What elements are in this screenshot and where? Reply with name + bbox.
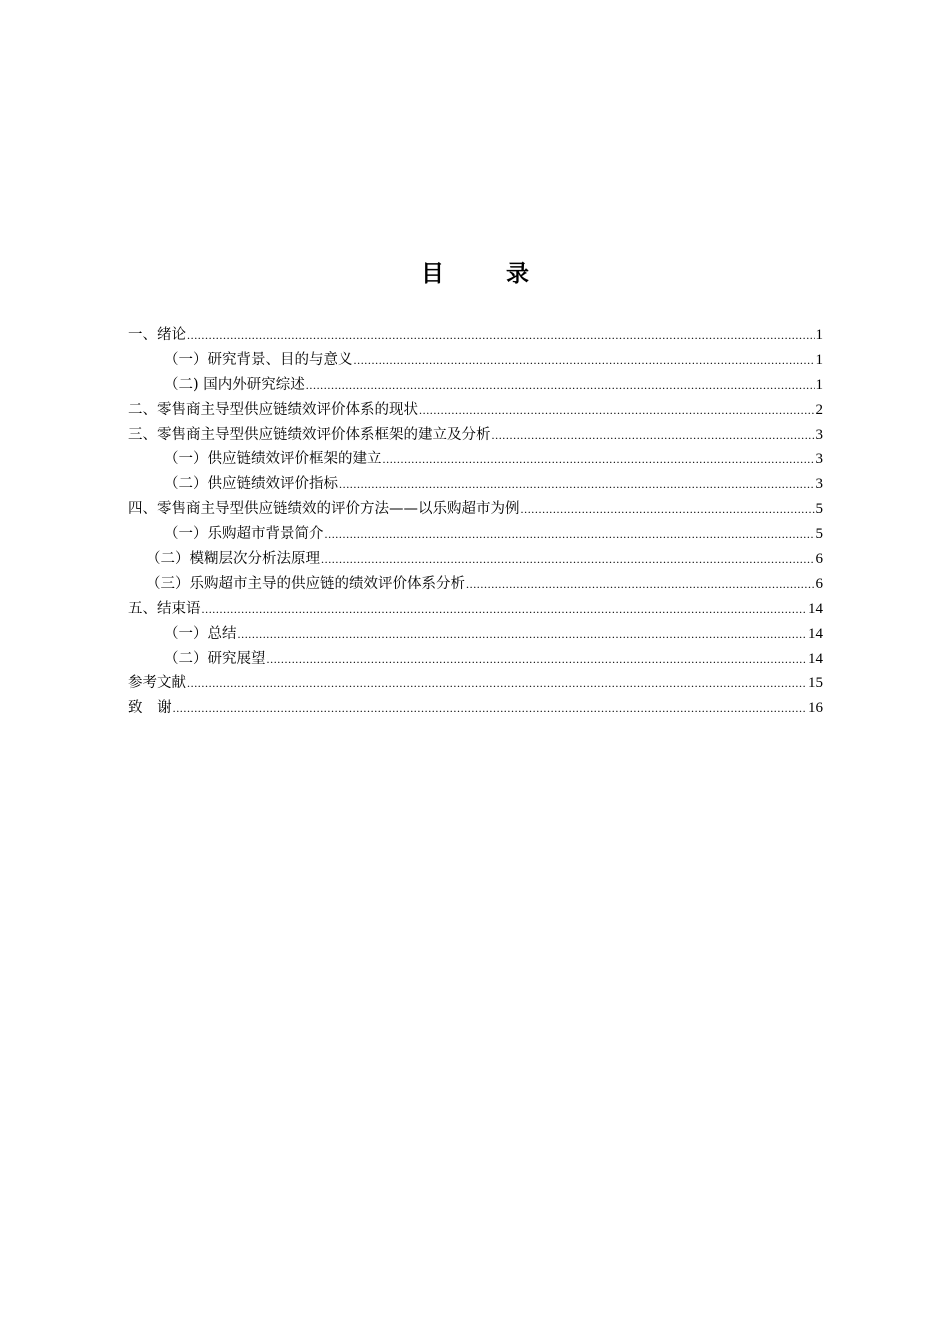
toc-entry-label: （一）供应链绩效评价框架的建立: [164, 451, 382, 468]
toc-entry-label: 四、零售商主导型供应链绩效的评价方法——以乐购超市为例: [128, 501, 520, 518]
toc-entry-label: 一、绪论: [128, 327, 186, 343]
toc-entry-page: 3: [815, 476, 823, 493]
toc-dot-leader: [187, 323, 815, 348]
toc-entry-page: 3: [815, 451, 823, 468]
toc-entry-label: 五、结束语: [128, 600, 201, 617]
toc-entry-label: 三、零售商主导型供应链绩效评价体系框架的建立及分析: [128, 426, 491, 443]
toc-entry[interactable]: [128, 323, 823, 348]
toc-entry-label: （一）乐购超市背景简介: [164, 526, 324, 543]
toc-entry-label: 参考文献: [128, 675, 186, 692]
toc-entry[interactable]: [128, 671, 823, 696]
toc-dot-leader: [419, 398, 815, 423]
toc-entry-page: 16: [808, 700, 823, 717]
toc-entry[interactable]: [128, 348, 823, 373]
toc-entry-page: 1: [815, 327, 823, 343]
toc-entry-label: （二）研究展望: [164, 650, 266, 667]
toc-dot-leader: [267, 647, 808, 672]
toc-entry[interactable]: [128, 696, 823, 721]
toc-dot-leader: [325, 522, 815, 547]
toc-entry-label: （一）总结: [164, 625, 237, 642]
toc-entry[interactable]: [128, 423, 823, 448]
toc-dot-leader: [202, 597, 808, 622]
table-of-contents: [128, 323, 823, 721]
toc-entry-label: （一）研究背景、目的与意义: [164, 351, 353, 368]
toc-entry-page: 14: [808, 625, 823, 642]
toc-entry[interactable]: [128, 522, 823, 547]
toc-entry-page: 5: [815, 501, 823, 518]
toc-entry[interactable]: [128, 447, 823, 472]
toc-entry[interactable]: [128, 622, 823, 647]
toc-entry[interactable]: [128, 572, 823, 597]
toc-entry-page: 1: [815, 376, 823, 393]
toc-dot-leader: [321, 547, 815, 572]
toc-entry-page: 1: [815, 351, 823, 368]
toc-entry-page: 5: [815, 526, 823, 543]
toc-entry-page: 14: [808, 650, 823, 667]
toc-entry-label: （三）乐购超市主导的供应链的绩效评价体系分析: [146, 575, 465, 592]
toc-entry[interactable]: [128, 398, 823, 423]
toc-entry-page: 3: [815, 426, 823, 443]
toc-entry[interactable]: [128, 547, 823, 572]
toc-dot-leader: [466, 572, 815, 597]
toc-dot-leader: [339, 472, 815, 497]
toc-dot-leader: [383, 447, 815, 472]
toc-dot-leader: [187, 671, 807, 696]
toc-entry[interactable]: [128, 497, 823, 522]
toc-dot-leader: [521, 497, 815, 522]
toc-dot-leader: [238, 622, 808, 647]
toc-entry-page: 6: [815, 551, 823, 568]
toc-entry-label: 二、零售商主导型供应链绩效评价体系的现状: [128, 401, 418, 418]
toc-entry[interactable]: [128, 373, 823, 398]
toc-entry-page: 14: [808, 600, 823, 617]
toc-entry-label: （二）供应链绩效评价指标: [164, 476, 338, 493]
toc-entry-page: 15: [808, 675, 823, 692]
toc-entry-label: （二）模糊层次分析法原理: [146, 551, 320, 568]
toc-entry-label: （二) 国内外研究综述: [164, 376, 305, 393]
toc-dot-leader: [354, 348, 815, 373]
toc-entry-page: 6: [815, 575, 823, 592]
toc-entry-label: 致 谢: [128, 700, 172, 717]
toc-entry[interactable]: [128, 647, 823, 672]
toc-title: 目 录: [420, 261, 556, 287]
toc-dot-leader: [306, 373, 815, 398]
toc-entry[interactable]: [128, 597, 823, 622]
toc-entry-page: 2: [815, 401, 823, 418]
toc-entry[interactable]: [128, 472, 823, 497]
toc-dot-leader: [492, 423, 815, 448]
toc-dot-leader: [173, 696, 807, 721]
